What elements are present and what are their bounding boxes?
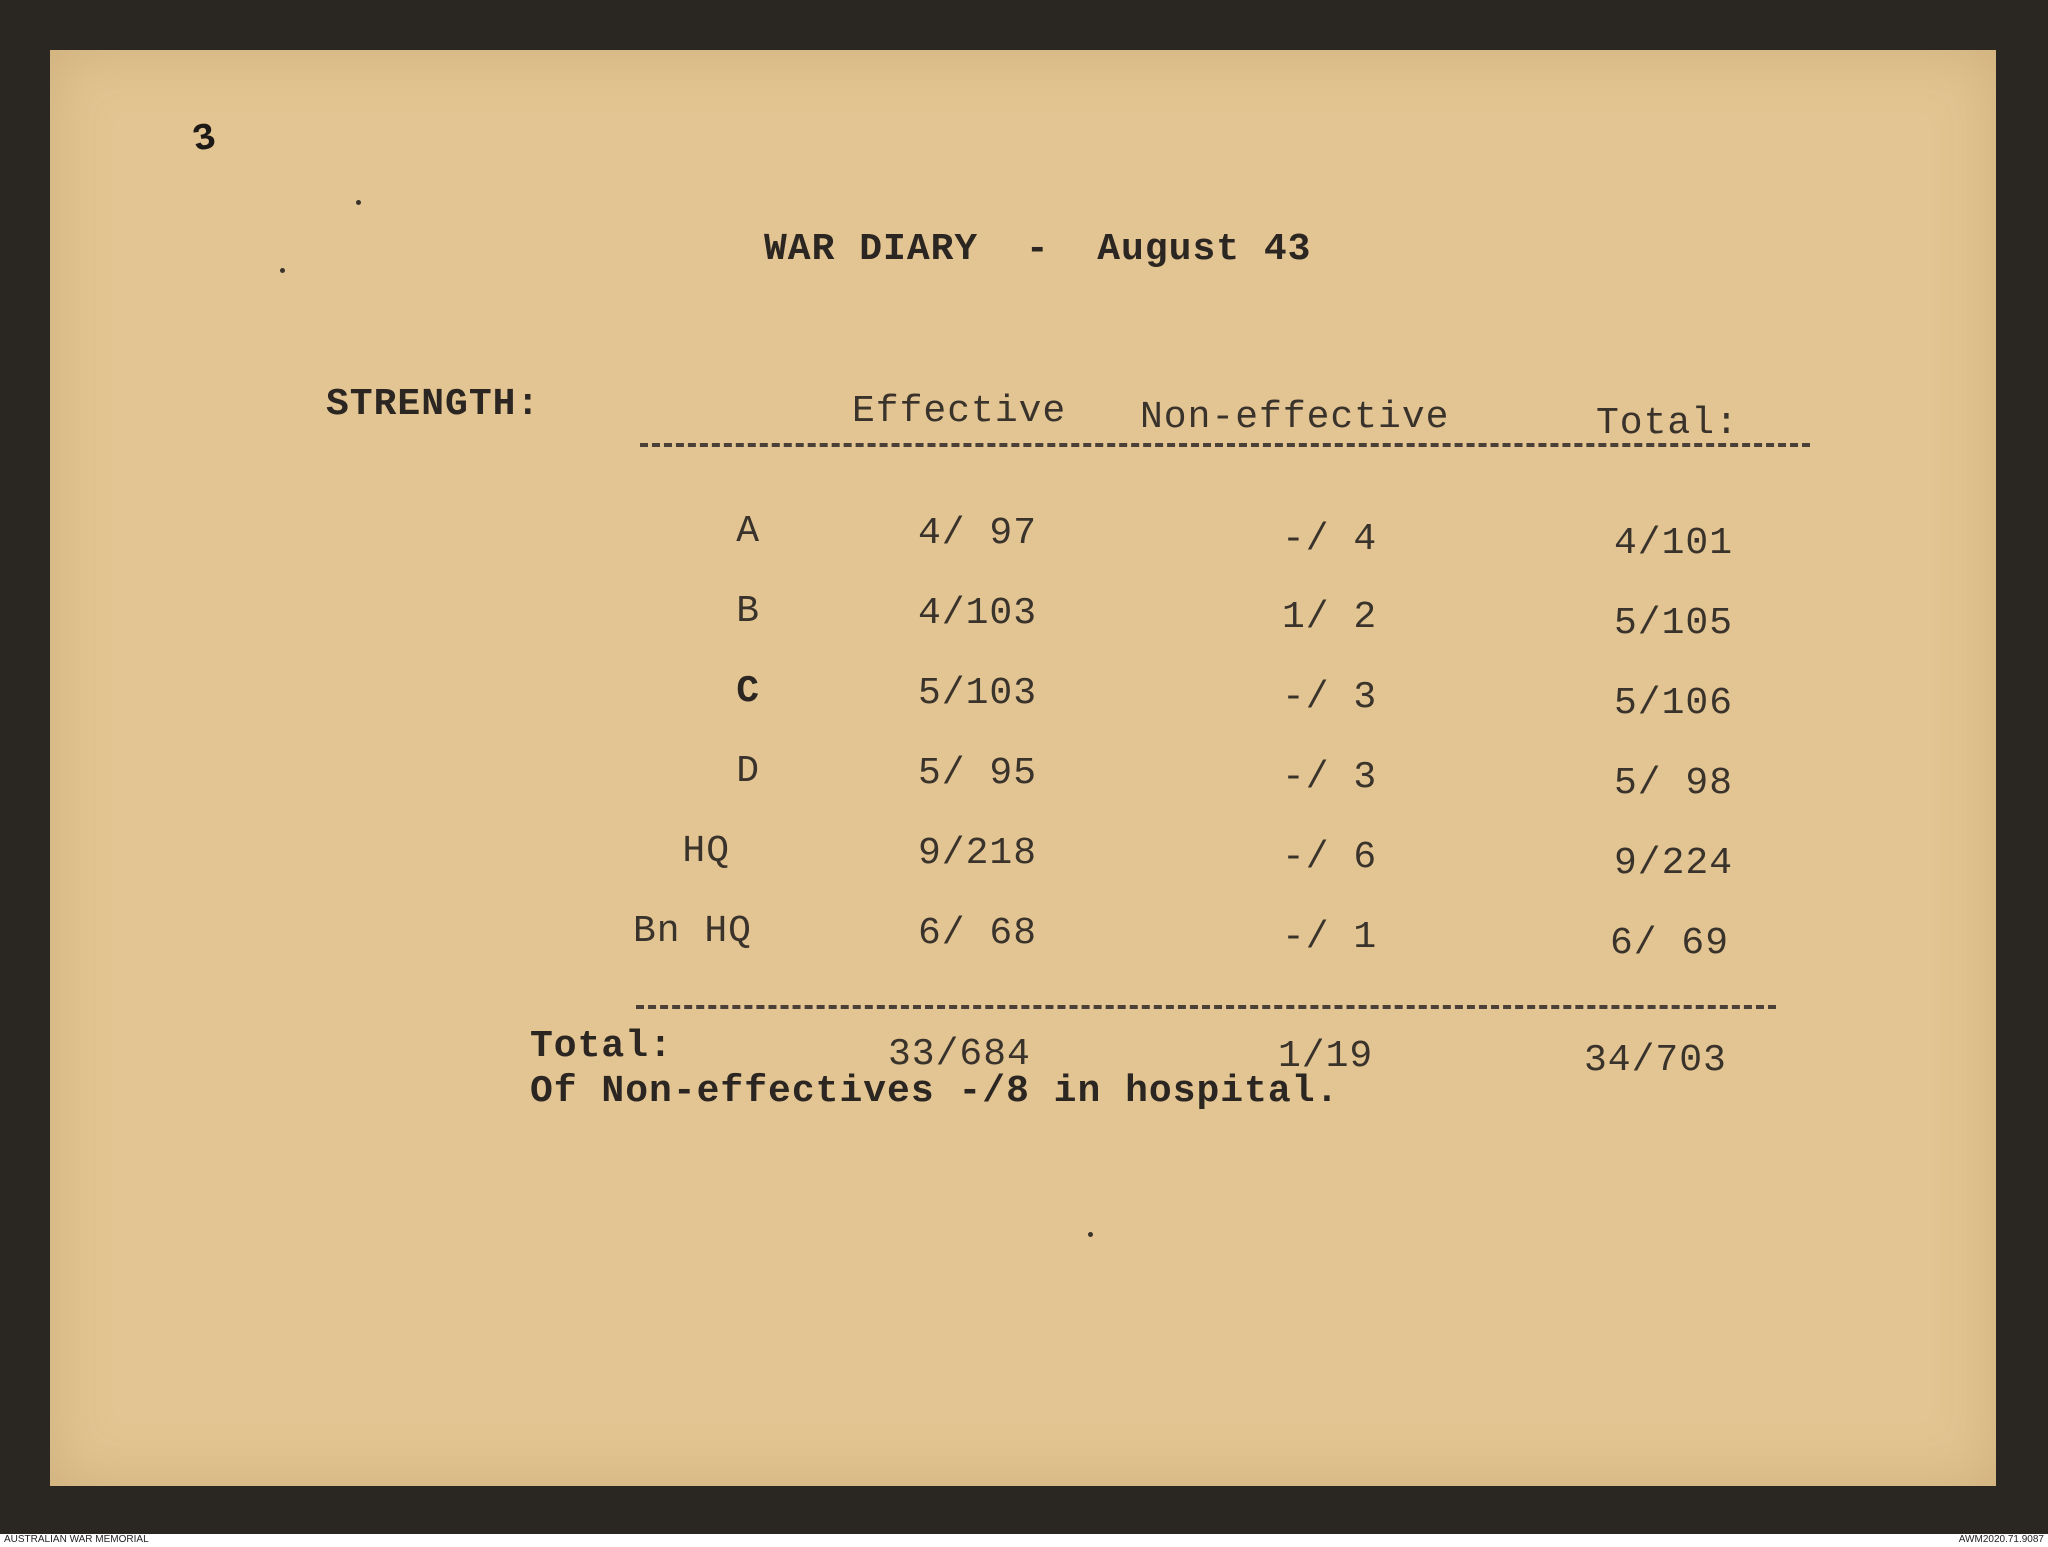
paper-speck xyxy=(1088,1232,1093,1237)
column-header-non-effective: Non-effective xyxy=(1140,396,1450,439)
row-non-effective-hq: -/ 6 xyxy=(1282,836,1378,879)
row-non-effective-a: -/ 4 xyxy=(1282,518,1378,561)
row-effective-b: 4/103 xyxy=(918,592,1038,635)
row-effective-bn-hq: 6/ 68 xyxy=(918,912,1038,955)
paper-speck xyxy=(356,200,361,205)
row-unit-a: A xyxy=(736,510,760,553)
row-total-hq: 9/224 xyxy=(1614,842,1734,885)
totals-divider xyxy=(636,1005,1776,1009)
row-unit-d: D xyxy=(736,750,760,793)
footer-institution: AUSTRALIAN WAR MEMORIAL xyxy=(4,1534,149,1545)
row-unit-c: C xyxy=(736,670,760,713)
row-non-effective-d: -/ 3 xyxy=(1282,756,1378,799)
column-header-effective: Effective xyxy=(852,390,1067,433)
header-divider xyxy=(640,443,1810,447)
diary-title: WAR DIARY - August 43 xyxy=(764,228,1312,271)
row-effective-d: 5/ 95 xyxy=(918,752,1038,795)
footer-reference: AWM2020.71.9087 xyxy=(1958,1534,2044,1545)
row-non-effective-bn-hq: -/ 1 xyxy=(1282,916,1378,959)
totals-effective: 33/684 xyxy=(888,1033,1031,1076)
row-unit-bn-hq: Bn HQ xyxy=(632,910,752,953)
column-header-total: Total: xyxy=(1596,402,1739,445)
totals-total: 34/703 xyxy=(1584,1039,1727,1082)
totals-label: Total: xyxy=(530,1025,673,1068)
page-number-mark: 3 xyxy=(188,116,221,163)
row-effective-a: 4/ 97 xyxy=(918,512,1038,555)
paper-speck xyxy=(280,268,285,273)
row-total-c: 5/106 xyxy=(1614,682,1734,725)
row-total-b: 5/105 xyxy=(1614,602,1734,645)
row-total-bn-hq: 6/ 69 xyxy=(1610,922,1730,965)
hospital-note: Of Non-effectives -/8 in hospital. xyxy=(530,1070,1340,1113)
row-non-effective-c: -/ 3 xyxy=(1282,676,1378,719)
strength-label: STRENGTH: xyxy=(326,383,541,426)
row-total-a: 4/101 xyxy=(1614,522,1734,565)
row-effective-c: 5/103 xyxy=(918,672,1038,715)
row-unit-b: B xyxy=(736,590,760,633)
totals-non-effective: 1/19 xyxy=(1278,1035,1374,1078)
row-total-d: 5/ 98 xyxy=(1614,762,1734,805)
row-effective-hq: 9/218 xyxy=(918,832,1038,875)
row-non-effective-b: 1/ 2 xyxy=(1282,596,1378,639)
row-unit-hq: HQ xyxy=(682,830,730,873)
